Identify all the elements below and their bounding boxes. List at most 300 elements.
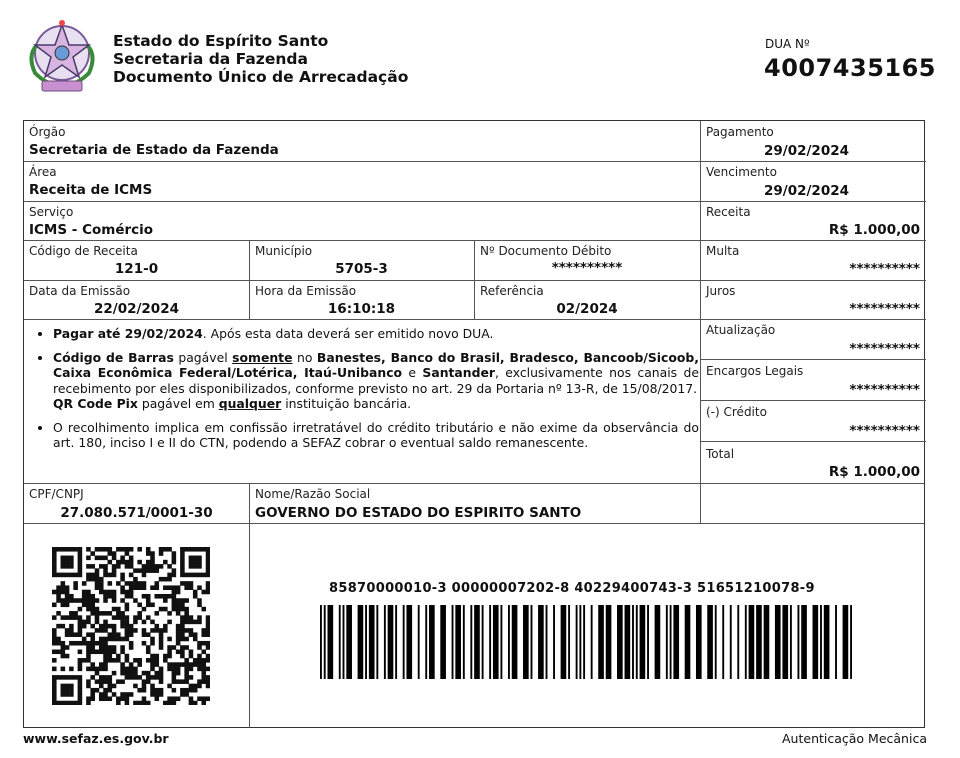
qr-module	[150, 620, 155, 625]
qr-module	[120, 585, 125, 590]
qr-module	[201, 573, 206, 578]
qr-module	[206, 564, 210, 569]
qr-module	[61, 615, 66, 620]
qr-module	[193, 590, 198, 595]
qr-module	[206, 556, 210, 561]
qr-module	[125, 667, 130, 672]
qr-module	[180, 649, 185, 654]
qr-module	[172, 701, 177, 705]
qr-module	[69, 547, 74, 552]
qr-module	[86, 645, 91, 650]
qr-module	[116, 581, 121, 586]
qr-module	[201, 701, 206, 705]
qr-module	[99, 556, 104, 561]
barcode-bar	[598, 605, 604, 679]
qr-module	[65, 688, 70, 693]
qr-module	[86, 654, 91, 659]
qr-module	[150, 585, 155, 590]
qr-module	[125, 624, 130, 629]
qr-module	[56, 585, 61, 590]
qr-module	[125, 637, 130, 642]
qr-module	[99, 667, 104, 672]
qr-module	[108, 679, 113, 684]
qr-module	[206, 645, 210, 650]
barcode-bar	[782, 605, 788, 679]
qr-module	[197, 560, 202, 565]
qr-module	[99, 624, 104, 629]
qr-module	[184, 637, 189, 642]
qr-module	[176, 667, 181, 672]
qr-module	[193, 658, 198, 663]
qr-module	[125, 675, 130, 680]
qr-module	[206, 654, 210, 659]
qr-module	[193, 560, 198, 565]
qr-module	[201, 628, 206, 633]
qr-module	[206, 675, 210, 680]
qr-module	[180, 632, 185, 637]
qr-module	[52, 692, 57, 697]
pagamento-label: Pagamento	[706, 125, 774, 139]
qr-module	[159, 547, 164, 552]
qr-module	[193, 637, 198, 642]
barcode-bar	[617, 605, 623, 679]
qr-module	[56, 641, 61, 646]
qr-module	[112, 658, 117, 663]
qr-module	[78, 573, 83, 578]
barcode-bar	[749, 605, 755, 679]
qr-module	[99, 611, 104, 616]
qr-module	[184, 662, 189, 667]
qr-module	[78, 568, 83, 573]
qr-module	[172, 585, 177, 590]
qr-module	[82, 598, 87, 603]
qr-module	[150, 675, 155, 680]
qr-module	[90, 649, 95, 654]
qr-module	[116, 611, 121, 616]
qr-module	[112, 564, 117, 569]
qr-module	[154, 585, 159, 590]
qr-module	[56, 637, 61, 642]
qr-module	[172, 645, 177, 650]
qr-module	[108, 658, 113, 663]
qr-module	[103, 692, 108, 697]
qr-module	[137, 662, 142, 667]
barcode-bar	[579, 605, 581, 679]
qr-module	[129, 594, 134, 599]
qr-module	[172, 607, 177, 612]
qr-module	[201, 671, 206, 676]
note-payment-deadline: • Pagar até 29/02/2024. Após esta data deverá ser emitido novo DUA.	[53, 326, 699, 342]
qr-module	[146, 603, 151, 608]
qr-module	[206, 573, 210, 578]
qr-module	[189, 564, 194, 569]
qr-module	[193, 620, 198, 625]
qr-module	[129, 590, 134, 595]
qr-module	[120, 679, 125, 684]
qr-module	[180, 573, 185, 578]
qr-module	[112, 692, 117, 697]
qr-module	[56, 594, 61, 599]
qr-module	[116, 607, 121, 612]
qr-module	[184, 688, 189, 693]
qr-module	[86, 696, 91, 701]
qr-module	[129, 645, 134, 650]
qr-module	[90, 577, 95, 582]
total-label: Total	[706, 447, 735, 461]
barcode-bar	[493, 605, 499, 679]
qr-module	[146, 645, 151, 650]
qr-module	[189, 649, 194, 654]
qr-module	[180, 581, 185, 586]
codigo-receita-label: Código de Receita	[29, 244, 138, 258]
qr-module	[99, 590, 104, 595]
qr-module	[125, 607, 130, 612]
qr-module	[90, 603, 95, 608]
qr-module	[86, 594, 91, 599]
barcode-bar	[850, 605, 852, 679]
qr-module	[52, 632, 57, 637]
qr-module	[103, 654, 108, 659]
qr-module	[193, 547, 198, 552]
qr-module	[159, 632, 164, 637]
qr-module	[193, 594, 198, 599]
qr-module	[78, 624, 83, 629]
qr-module	[201, 696, 206, 701]
qr-module	[125, 628, 130, 633]
qr-module	[61, 564, 66, 569]
qr-module	[129, 556, 134, 561]
qr-module	[103, 556, 108, 561]
qr-module	[125, 594, 130, 599]
qr-module	[163, 607, 168, 612]
qr-module	[167, 667, 172, 672]
qr-module	[95, 667, 100, 672]
qr-module	[61, 560, 66, 565]
footer-autenticacao: Autenticação Mecânica	[782, 731, 927, 746]
qr-module	[90, 692, 95, 697]
qr-module	[129, 560, 134, 565]
qr-module	[78, 547, 83, 552]
qr-module	[206, 667, 210, 672]
qr-module	[172, 603, 177, 608]
atualizacao-label: Atualização	[706, 323, 776, 337]
barcode-bar	[730, 605, 732, 679]
qr-module	[108, 560, 113, 565]
pagamento-value: 29/02/2024	[764, 143, 850, 159]
qr-module	[125, 658, 130, 663]
qr-module	[201, 679, 206, 684]
qr-module	[95, 628, 100, 633]
qr-module	[90, 696, 95, 701]
qr-module	[172, 662, 177, 667]
qr-module	[86, 701, 91, 705]
qr-module	[86, 603, 91, 608]
qr-module	[108, 637, 113, 642]
qr-module	[86, 620, 91, 625]
qr-module	[82, 603, 87, 608]
hora-emissao-label: Hora da Emissão	[255, 284, 357, 298]
qr-module	[180, 628, 185, 633]
footer-site: www.sefaz.es.gov.br	[23, 731, 169, 746]
data-emissao-label: Data da Emissão	[29, 284, 131, 298]
qr-module	[206, 590, 210, 595]
qr-module	[112, 624, 117, 629]
qr-module	[90, 564, 95, 569]
qr-module	[103, 658, 108, 663]
barcode-bar	[670, 605, 672, 679]
qr-module	[95, 556, 100, 561]
qr-module	[159, 667, 164, 672]
qr-module	[112, 628, 117, 633]
qr-module	[193, 684, 198, 689]
qr-module	[99, 662, 104, 667]
qr-module	[95, 577, 100, 582]
qr-module	[137, 688, 142, 693]
qr-module	[116, 696, 121, 701]
qr-module	[90, 675, 95, 680]
qr-module	[154, 671, 159, 676]
qr-module	[167, 645, 172, 650]
qr-module	[82, 658, 87, 663]
qr-module	[159, 607, 164, 612]
qr-module	[172, 551, 177, 556]
qr-module	[61, 684, 66, 689]
qr-module	[189, 585, 194, 590]
qr-module	[176, 671, 181, 676]
pix-qr-code	[52, 547, 210, 705]
qr-module	[154, 564, 159, 569]
qr-module	[189, 675, 194, 680]
qr-module	[167, 577, 172, 582]
qr-module	[150, 662, 155, 667]
qr-module	[108, 590, 113, 595]
qr-module	[108, 696, 113, 701]
barcode-bar	[512, 605, 518, 679]
qr-module	[125, 551, 130, 556]
qr-module	[201, 607, 206, 612]
qr-module	[150, 556, 155, 561]
qr-module	[120, 662, 125, 667]
qr-module	[120, 573, 125, 578]
qr-module	[52, 684, 57, 689]
barcode-bar	[764, 605, 770, 679]
qr-module	[133, 667, 138, 672]
qr-module	[95, 585, 100, 590]
receita-label: Receita	[706, 205, 751, 219]
qr-module	[78, 688, 83, 693]
qr-module	[137, 560, 142, 565]
qr-module	[184, 658, 189, 663]
qr-module	[184, 675, 189, 680]
documento-debito-value: **********	[551, 260, 623, 276]
barcode-bar	[835, 605, 837, 679]
qr-module	[99, 577, 104, 582]
qr-module	[146, 598, 151, 603]
note-barcode-banks: • Código de Barras pagável somente no Banestes, Banco do Brasil, Bradesco, Bancoob/Sicoob, Caixa Econômica Federal/Lotérica, Itaú-Unibanco e Santander, exclusivamente nos canais de recebimento por eles disponibilizados, conforme previsto no art. 29 da Portaria nº 13-R, de 15/08/2017. QR Code Pix pagável em qualquer instituição bancária.	[53, 350, 699, 412]
qr-module	[86, 679, 91, 684]
qr-module	[125, 692, 130, 697]
qr-module	[108, 675, 113, 680]
qr-module	[73, 598, 78, 603]
qr-module	[61, 675, 66, 680]
qr-module	[206, 679, 210, 684]
qr-module	[197, 658, 202, 663]
qr-module	[180, 692, 185, 697]
data-emissao-value: 22/02/2024	[93, 301, 179, 317]
qr-module	[103, 679, 108, 684]
qr-module	[78, 632, 83, 637]
qr-module	[116, 564, 121, 569]
qr-module	[206, 641, 210, 646]
qr-module	[180, 547, 185, 552]
qr-module	[61, 581, 66, 586]
qr-module	[52, 675, 57, 680]
qr-module	[78, 692, 83, 697]
qr-module	[78, 641, 83, 646]
qr-module	[142, 581, 147, 586]
qr-module	[193, 556, 198, 561]
qr-module	[112, 607, 117, 612]
multa-value: **********	[849, 261, 920, 277]
barcode-bar	[440, 605, 446, 679]
qr-module	[189, 654, 194, 659]
payment-notes	[29, 326, 699, 459]
qr-module	[99, 679, 104, 684]
qr-module	[176, 585, 181, 590]
qr-module	[129, 585, 134, 590]
qr-module	[125, 632, 130, 637]
qr-module	[172, 667, 177, 672]
qr-module	[197, 654, 202, 659]
qr-module	[159, 594, 164, 599]
qr-module	[99, 692, 104, 697]
qr-module	[133, 628, 138, 633]
barcode-bar	[425, 605, 427, 679]
qr-module	[86, 590, 91, 595]
qr-module	[137, 675, 142, 680]
qr-module	[201, 632, 206, 637]
qr-module	[142, 594, 147, 599]
qr-module	[197, 667, 202, 672]
qr-module	[61, 598, 66, 603]
qr-module	[142, 701, 147, 705]
codigo-receita-value: 121-0	[114, 261, 159, 277]
qr-module	[56, 611, 61, 616]
qr-module	[154, 624, 159, 629]
qr-module	[137, 615, 142, 620]
qr-module	[167, 662, 172, 667]
qr-module	[90, 611, 95, 616]
qr-module	[150, 688, 155, 693]
qr-module	[180, 688, 185, 693]
qr-module	[78, 675, 83, 680]
qr-module	[159, 577, 164, 582]
qr-module	[206, 658, 210, 663]
qr-module	[176, 696, 181, 701]
barcode-bar	[797, 605, 799, 679]
barcode-bar	[722, 605, 724, 679]
qr-module	[103, 641, 108, 646]
qr-module	[176, 590, 181, 595]
qr-module	[82, 590, 87, 595]
qr-module	[95, 573, 100, 578]
qr-module	[142, 573, 147, 578]
qr-module	[78, 658, 83, 663]
qr-module	[193, 573, 198, 578]
qr-module	[116, 679, 121, 684]
qr-module	[52, 667, 57, 672]
qr-module	[133, 675, 138, 680]
qr-module	[103, 624, 108, 629]
qr-module	[150, 560, 155, 565]
qr-module	[184, 598, 189, 603]
qr-module	[189, 628, 194, 633]
qr-module	[108, 654, 113, 659]
qr-module	[184, 645, 189, 650]
qr-module	[159, 564, 164, 569]
qr-module	[86, 667, 91, 672]
qr-module	[137, 585, 142, 590]
qr-module	[189, 556, 194, 561]
qr-module	[150, 658, 155, 663]
qr-module	[103, 620, 108, 625]
qr-module	[61, 701, 66, 705]
qr-module	[184, 620, 189, 625]
qr-module	[184, 585, 189, 590]
qr-module	[82, 594, 87, 599]
qr-module	[116, 658, 121, 663]
qr-module	[108, 645, 113, 650]
qr-module	[120, 692, 125, 697]
qr-module	[176, 607, 181, 612]
qr-module	[154, 568, 159, 573]
qr-module	[52, 551, 57, 556]
qr-module	[69, 615, 74, 620]
qr-module	[69, 624, 74, 629]
barcode-bar	[489, 605, 491, 679]
qr-module	[73, 632, 78, 637]
documento-debito-label: Nº Documento Débito	[480, 244, 612, 258]
qr-module	[154, 654, 159, 659]
qr-module	[154, 688, 159, 693]
qr-module	[78, 667, 83, 672]
qr-module	[52, 568, 57, 573]
qr-module	[154, 675, 159, 680]
qr-module	[103, 598, 108, 603]
qr-module	[184, 671, 189, 676]
barcode-bar	[463, 605, 465, 679]
qr-module	[159, 628, 164, 633]
qr-module	[154, 594, 159, 599]
qr-module	[78, 556, 83, 561]
barcode-bar	[328, 605, 334, 679]
qr-module	[172, 675, 177, 680]
qr-module	[103, 675, 108, 680]
qr-module	[73, 547, 78, 552]
hora-emissao-value: 16:10:18	[327, 301, 396, 317]
qr-module	[163, 658, 168, 663]
qr-module	[90, 598, 95, 603]
qr-module	[154, 692, 159, 697]
qr-module	[103, 696, 108, 701]
qr-module	[201, 658, 206, 663]
qr-module	[150, 667, 155, 672]
qr-module	[120, 667, 125, 672]
barcode-bar	[606, 605, 612, 679]
qr-module	[167, 637, 172, 642]
qr-module	[167, 594, 172, 599]
qr-module	[56, 701, 61, 705]
